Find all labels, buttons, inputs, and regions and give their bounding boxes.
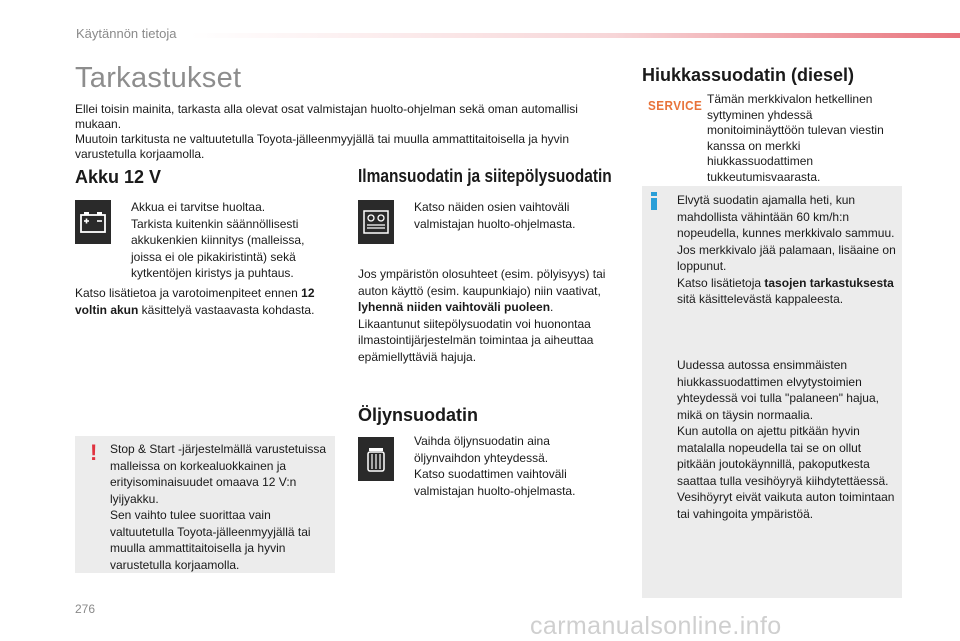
particle-filter-info-2: Uudessa autossa ensimmäisten hiukkassuodattimen elvytystoimien yhteydessä voi tulla "palaneen" hajua, mikä on täysin normaalia. Kun autolla on ajettu pitkään hyvin matalalla nopeudella tai se on ollut pitkään joutokäynnillä, pakoputkesta saattaa tulla vesihöyryä kiihdytettäessä. Vesihöyryt eivät vaikuta auton toimintaan tai vahingoita ympäristöä. [677,358,895,521]
oil-filter-icon [358,437,394,481]
battery-text: Akkua ei tarvitse huoltaa. Tarkista kuitenkin säännöllisesti akkukenkien kiinnitys (malleissa, joissa ei ole pikakiristintä) sekä kytkentöjen kiristys ja puhtaus. [131,200,305,280]
warning-icon: ! [90,440,98,465]
page-title: Tarkastukset [75,62,242,94]
battery-more-info: Katso lisätietoa ja varotoimenpiteet ennen 12 voltin akun käsittelyä vastaavasta kohdasta. [75,286,315,317]
page-number: 276 [75,602,96,616]
battery-heading: Akku 12 V [75,167,162,187]
battery-warning-text: Stop & Start -järjestelmällä varustetuissa malleissa on korkealuokkainen ja erityisominaisuudet omaava 12 V:n lyijyakku. Sen vaihto tulee suorittaa vain valtuutetulla Toyota-jälleenmyyjällä tai muulla ammattitaitoisella ja hyvin varustetulla korjaamolla. [110,442,327,572]
intro-line-1: Ellei toisin mainita, tarkasta alla olevat osat valmistajan huolto-ohjelman sekä oman automallisi mukaan. [75,102,578,131]
air-filter-text: Katso näiden osien vaihtoväli valmistajan huolto-ohjelmasta. [414,200,576,231]
info-icon [650,192,658,210]
oil-filter-text: Vaihda öljynsuodatin aina öljynvaihdon yhteydessä. Katso suodattimen vaihtoväli valmistajan huolto-ohjelmasta. [414,434,576,498]
particle-filter-text: Tämän merkkivalon hetkellinen syttyminen yhdessä monitoiminäyttöön tulevan viestin kanssa on merkki hiukkassuodattimen tukkeutumisvaarasta. [707,92,884,184]
oil-filter-heading: Öljynsuodatin [358,405,479,425]
battery-icon [75,200,111,244]
air-filter-heading: Ilmansuodatin ja siitepölysuodatin [358,166,612,186]
watermark: carmanualsonline.info [530,612,782,640]
air-filter-icon [358,200,394,244]
air-filter-paragraph: Jos ympäristön olosuhteet (esim. pölyisyys) tai auton käyttö (esim. kaupunkiajo) niin vaativat, lyhennä niiden vaihtoväli puoleen. Likaantunut siitepölysuodatin voi huonontaa ilmastointijärjestelmän toimintaa ja aiheuttaa epämiellyttäviä hajuja. [358,267,606,364]
header-divider [190,33,960,38]
particle-filter-info-1: Elvytä suodatin ajamalla heti, kun mahdollista vähintään 60 km/h:n nopeudella, kunnes merkkivalo sammuu. Jos merkkivalo jää palamaan, lisäaine on loppunut. Katso lisätietoja tasojen tarkastuksesta sitä käsittelevästä kappaleesta. [677,193,896,306]
particle-filter-heading: Hiukkassuodatin (diesel) [642,65,855,85]
header-section-label: Käytännön tietoja [76,26,177,41]
intro-line-2: Muutoin tarkitusta ne valtuutetulla Toyota-jälleenmyyjällä tai muulla ammattitaitoisella ja hyvin varustetulla korjaamolla. [75,132,570,161]
intro-text [75,102,615,162]
service-warning-icon: SERVICE [648,98,703,113]
